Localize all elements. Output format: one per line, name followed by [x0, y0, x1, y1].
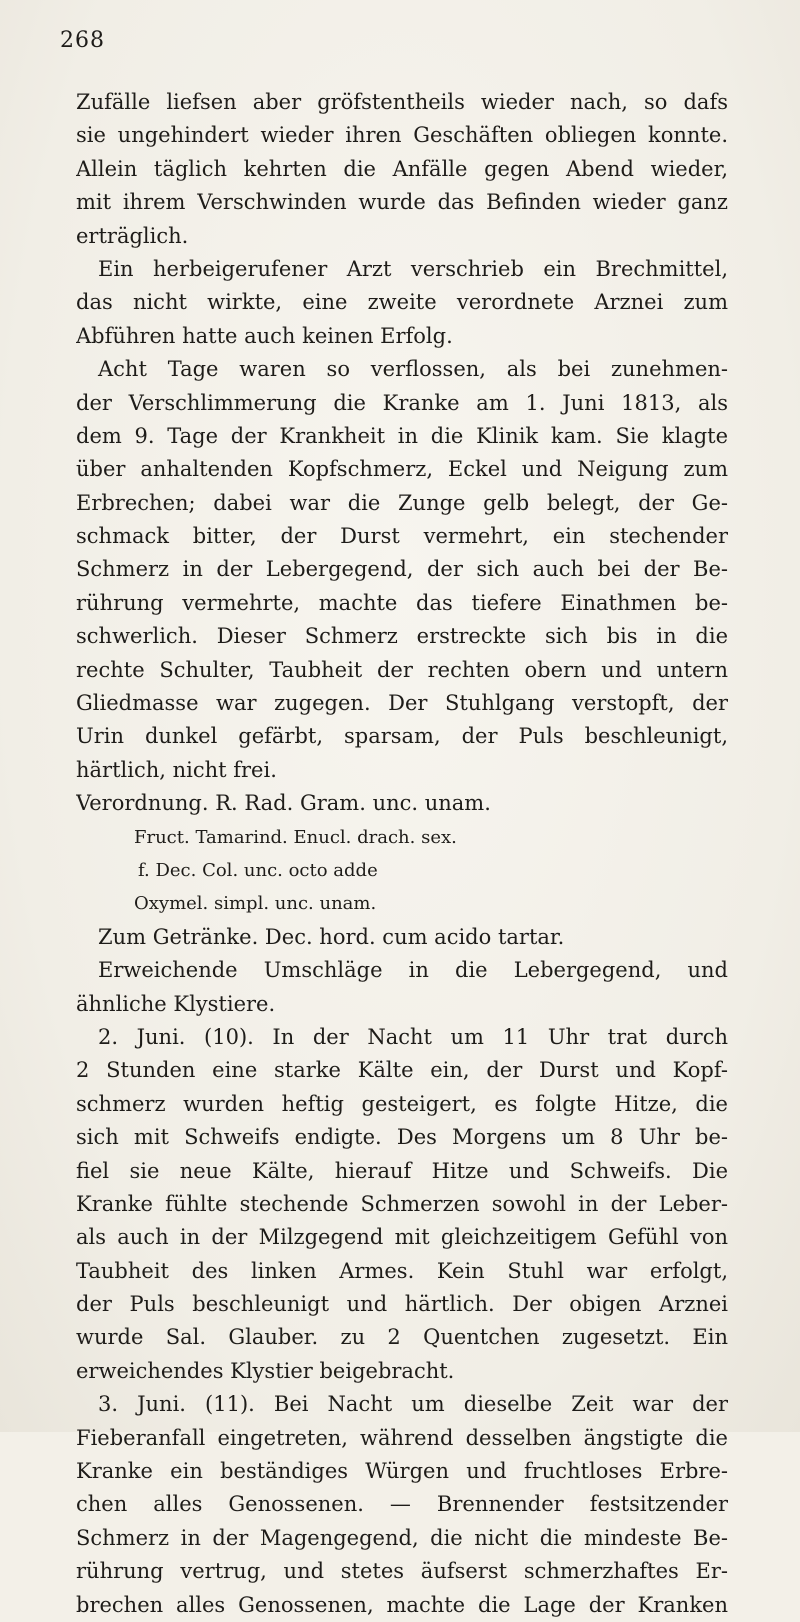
text-line: Allein täglich kehrten die Anfälle gegen Abend wieder, [76, 156, 728, 181]
text-line: fiel sie neue Kälte, hierauf Hitze und Schweifs. Die [76, 1158, 728, 1183]
text-line: rührung vertrug, und stetes äufserst schmerzhaftes Er- [76, 1559, 728, 1584]
prescription-line: Oxymel. simpl. unc. unam. [134, 893, 377, 915]
text-line: ähnliche Klystiere. [76, 991, 276, 1016]
text-line: Abführen hatte auch keinen Erfolg. [76, 323, 453, 348]
text-line: rührung vermehrte, machte das tiefere Einathmen be- [76, 590, 728, 615]
prescription-line: f. Dec. Col. unc. octo adde [138, 859, 378, 881]
text-line: Urin dunkel gefärbt, sparsam, der Puls beschleunigt, [76, 724, 728, 749]
text-line: Zum Getränke. Dec. hord. cum acido tartar. [98, 924, 565, 949]
text-line: schmerz wurden heftig gesteigert, es folgte Hitze, die [76, 1091, 728, 1116]
text-line: sie ungehindert wieder ihren Geschäften obliegen konnte. [76, 123, 728, 148]
text-line: das nicht wirkte, eine zweite verordnete Arznei zum [76, 290, 728, 315]
text-line: schwerlich. Dieser Schmerz erstreckte sich bis in die [76, 624, 728, 649]
text-line: Taubheit des linken Armes. Kein Stuhl war erfolgt, [76, 1258, 728, 1283]
text-line: der Puls beschleunigt und härtlich. Der obigen Arznei [76, 1292, 728, 1317]
text-line: Ein herbeigerufener Arzt verschrieb ein Brechmittel, [98, 256, 728, 281]
page-number: 268 [60, 28, 105, 53]
page-body [76, 86, 728, 1622]
text-line: Erweichende Umschläge in die Lebergegend, und [98, 958, 728, 983]
text-line: Gliedmasse war zugegen. Der Stuhlgang verstopft, der [76, 691, 728, 716]
text-line: erweichendes Klystier beigebracht. [76, 1358, 455, 1383]
text-line: Fieberanfall eingetreten, während desselben ängstigte die [76, 1425, 728, 1450]
text-line: Schmerz in der Lebergegend, der sich auch bei der Be- [76, 557, 728, 582]
text-line: Kranke ein beständiges Würgen und fruchtloses Erbre- [76, 1459, 728, 1484]
text-line: als auch in der Milzgegend mit gleichzeitigem Gefühl von [76, 1225, 728, 1250]
text-line: schmack bitter, der Durst vermehrt, ein stechender [76, 524, 728, 549]
date-entry-line: 2. Juni. (10). In der Nacht um 11 Uhr trat durch [98, 1024, 728, 1049]
text-line: mit ihrem Verschwinden wurde das Befinden wieder ganz [76, 190, 728, 215]
text-line: Zufälle liefsen aber gröfstentheils wieder nach, so dafs [76, 90, 728, 114]
text-line: Kranke fühlte stechende Schmerzen sowohl in der Leber- [76, 1191, 728, 1216]
text-line: härtlich, nicht frei. [76, 757, 277, 782]
text-line: wurde Sal. Glauber. zu 2 Quentchen zugesetzt. Ein [76, 1325, 728, 1350]
text-line: brechen alles Genossenen, machte die Lage der Kranken [76, 1592, 728, 1617]
text-line: chen alles Genossenen. — Brennender festsitzender [76, 1492, 728, 1517]
date-entry-line: 3. Juni. (11). Bei Nacht um dieselbe Zeit war der [98, 1392, 728, 1417]
text-line: über anhaltenden Kopfschmerz, Eckel und Neigung zum [76, 457, 728, 482]
text-line: rechte Schulter, Taubheit der rechten obern und untern [76, 657, 728, 682]
text-line: dem 9. Tage der Krankheit in die Klinik kam. Sie klagte [76, 423, 728, 448]
text-line: der Verschlimmerung die Kranke am 1. Juni 1813, als [76, 390, 728, 415]
prescription-heading: Verordnung. R. Rad. Gram. unc. unam. [76, 791, 491, 816]
text-line: Schmerz in der Magengegend, die nicht die mindeste Be- [76, 1525, 728, 1550]
text-line: 2 Stunden eine starke Kälte ein, der Durst und Kopf- [76, 1058, 728, 1083]
prescription-line: Fruct. Tamarind. Enucl. drach. sex. [134, 826, 457, 848]
text-line: erträglich. [76, 223, 189, 248]
text-line: Erbrechen; dabei war die Zunge gelb belegt, der Ge- [76, 490, 728, 515]
text-line: sich mit Schweifs endigte. Des Morgens um 8 Uhr be- [76, 1125, 728, 1150]
text-line: Acht Tage waren so verflossen, als bei zunehmen- [98, 357, 728, 382]
